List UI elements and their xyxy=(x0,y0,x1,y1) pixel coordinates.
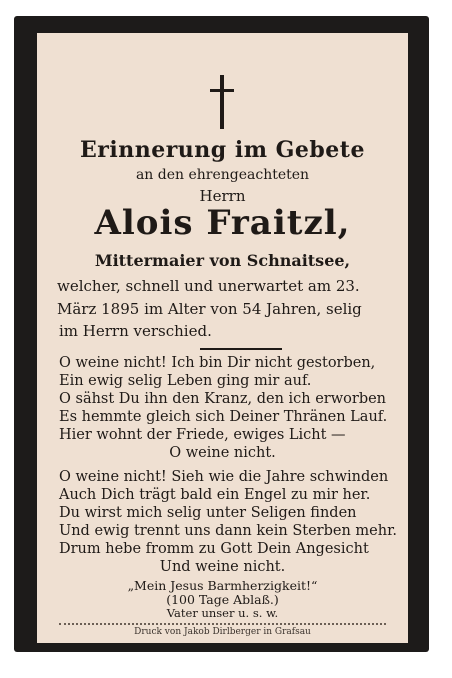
closing-text: Vater unser u. s. w. xyxy=(166,606,279,620)
memorial-card xyxy=(14,16,429,652)
cross-icon xyxy=(210,75,234,129)
verse-line: Auch Dich trägt bald ein Engel zu mir her. xyxy=(59,487,371,503)
verse-line: Du wirst mich selig unter Seligen finden xyxy=(59,505,357,521)
verse-line: O weine nicht! Sieh wie die Jahre schwinden xyxy=(59,469,389,485)
verse-line: Ein ewig selig Leben ging mir auf. xyxy=(59,373,312,389)
indulgence-text: (100 Tage Ablaß.) xyxy=(166,592,279,607)
notice-line: im Herrn verschied. xyxy=(59,322,212,340)
salutation: Herrn xyxy=(199,187,246,205)
verse-line: O sähst Du ihn den Kranz, den ich erworben xyxy=(59,391,387,407)
verse-line: Hier wohnt der Friede, ewiges Licht — xyxy=(59,427,346,443)
prayer-text: „Mein Jesus Barmherzigkeit!“ xyxy=(127,578,318,593)
notice-line: welcher, schnell und unerwartet am 23. xyxy=(57,277,360,295)
dotted-divider xyxy=(59,623,386,625)
verse-line: Drum hebe fromm zu Gott Dein Angesicht xyxy=(59,541,369,557)
deceased-name: Alois Fraitzl, xyxy=(94,203,351,243)
verse-line: Es hemmte gleich sich Deiner Thränen Lauf. xyxy=(59,409,388,425)
divider xyxy=(200,348,282,350)
verse-line: O weine nicht. xyxy=(169,445,276,461)
verse-line: O weine nicht! Ich bin Dir nicht gestorben, xyxy=(59,355,376,371)
card-paper xyxy=(37,33,408,643)
notice-line: März 1895 im Alter von 54 Jahren, selig xyxy=(57,300,362,318)
occupation: Mittermaier von Schnaitsee, xyxy=(94,251,351,270)
verse-line: Und ewig trennt uns dann kein Sterben mehr. xyxy=(59,523,398,539)
verse-line: Und weine nicht. xyxy=(159,559,286,575)
card-heading: Erinnerung im Gebete xyxy=(80,137,365,163)
intro-text: an den ehrengeachteten xyxy=(135,167,310,183)
printer-credit: Druck von Jakob Dirlberger in Grafsau xyxy=(134,627,311,637)
